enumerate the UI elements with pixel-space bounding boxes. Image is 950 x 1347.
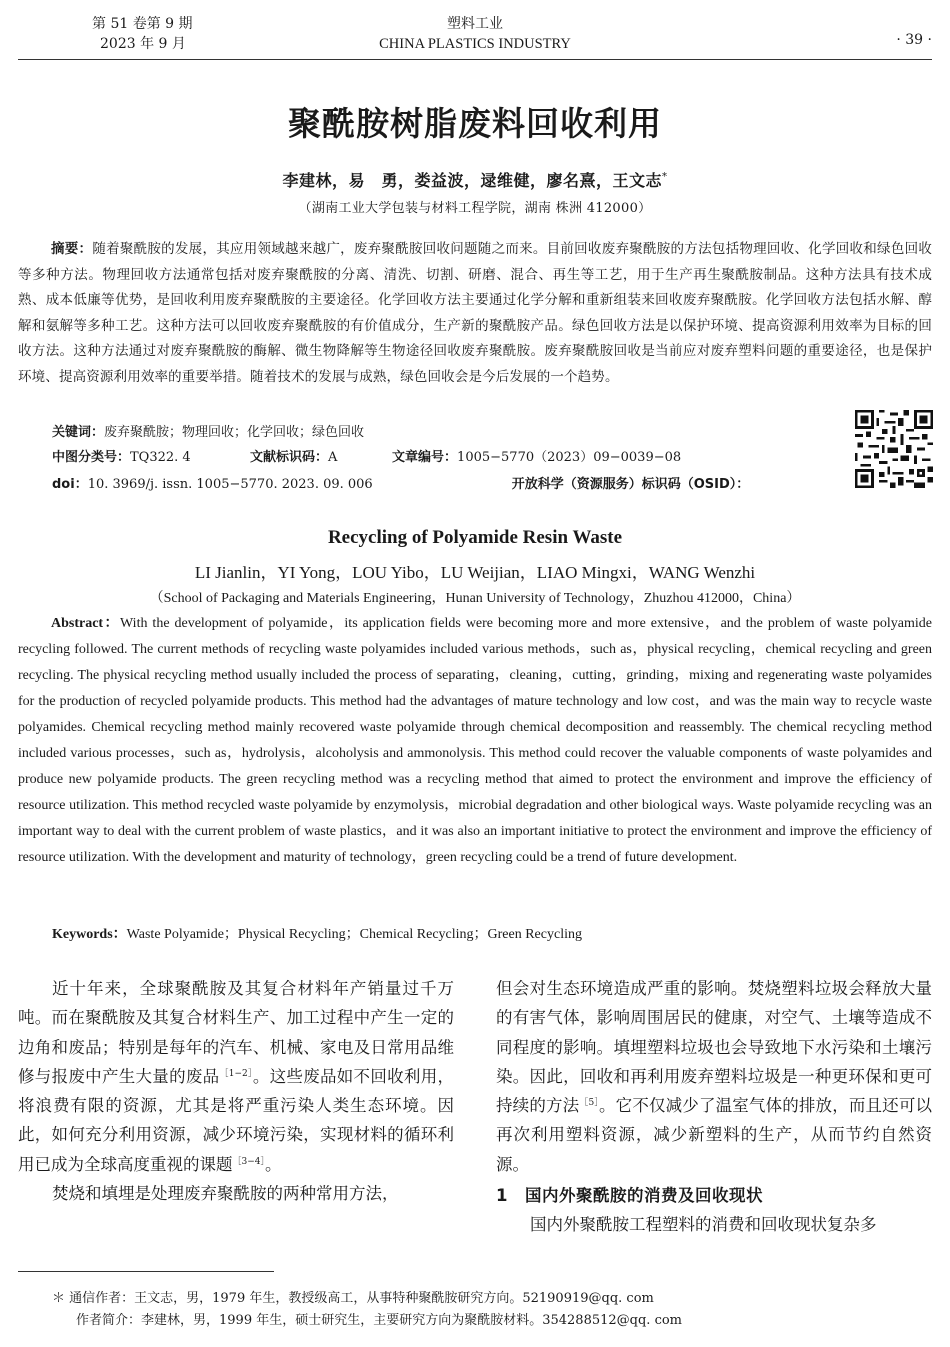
keywords-en	[52, 923, 582, 943]
author-names: 李建林，易 勇，娄益波，逯维健，廖名熹，王文志	[282, 171, 662, 190]
issue-date: 2023 年 9 月	[100, 36, 186, 52]
journal-name-cn: 塑料工业	[447, 16, 503, 32]
doc-code-label: 文献标识码：	[250, 450, 329, 465]
citation: ［1−2］	[219, 1068, 253, 1079]
footnote-rule	[18, 1271, 274, 1272]
keywords-cn-label: 关键词：	[52, 425, 105, 440]
abstract-en	[18, 611, 932, 871]
body-column-left	[18, 974, 454, 1208]
doi-value: 10. 3969/j. issn. 1005−5770. 2023. 09. 006	[87, 477, 373, 492]
clc-value: TQ322. 4	[130, 450, 191, 465]
doi-line	[52, 473, 749, 492]
affiliation-en: （School of Packaging and Materials Engineering，Hunan University of Technology，Zhuzhou 412000，China）	[149, 591, 801, 606]
abstract-cn	[18, 237, 932, 391]
article-no-label: 文章编号：	[392, 450, 458, 465]
citation: ［5］	[579, 1098, 599, 1109]
header-rule	[18, 59, 932, 60]
body-paragraph	[18, 1179, 454, 1208]
abstract-en-label: Abstract：	[51, 616, 121, 631]
doc-code-value: A	[328, 450, 338, 465]
qr-code-icon	[855, 410, 933, 488]
classification-line	[52, 446, 681, 465]
keywords-cn-text: 废弃聚酰胺；物理回收；化学回收；绿色回收	[104, 425, 365, 440]
abstract-cn-text: 随着聚酰胺的发展，其应用领域越来越广，废弃聚酰胺回收问题随之而来。目前回收废弃聚酰胺的方法包括物理回收、化学回收和绿色回收等多种方法。物理回收方法通常包括对废弃聚酰胺的分离、清洗、切割、研磨、混合、再生等工艺，用于生产再生聚酰胺制品。这种方法具有技术成熟、成本低廉等优势，是回收利用废弃聚酰胺的主要途径。化学回收方法主要通过化学分解和重新组装来回收废弃聚酰胺。化学回收方法包括水解、醇解和氨解等多种工艺。这种方法可以回收废弃聚酰胺的有价值成分，生产新的聚酰胺产品。绿色回收方法是以保护环境、提高资源利用效率为目标的回收方法。这种方法通过对废弃聚酰胺的酶解、微生物降解等生物途径回收废弃聚酰胺。废弃聚酰胺回收是当前应对废弃塑料问题的重要途径，也是保护环境、提高资源利用效率的重要举措。随着技术的发展与成熟，绿色回收会是今后发展的一个趋势。	[18, 241, 932, 385]
volume-issue: 第 51 卷第 9 期	[92, 16, 193, 32]
doi-label: doi：	[52, 477, 88, 492]
affiliation-cn: （湖南工业大学包装与材料工程学院，湖南 株洲 412000）	[298, 201, 652, 216]
article-no-value: 1005−5770（2023）09−0039−08	[457, 450, 682, 465]
paragraph-text: 近十年来，全球聚酰胺及其复合材料年产销量过千万吨。而在聚酰胺及其复合材料生产、加工过程中产生一定的边角和废品；特别是每年的汽车、机械、家电及日常用品维修与报废中产生大量的废品	[18, 979, 454, 1086]
journal-name	[0, 14, 950, 54]
keywords-cn	[52, 421, 364, 440]
abstract-cn-label: 摘要：	[51, 241, 93, 257]
body-paragraph-continued	[496, 974, 932, 1179]
citation: ［3−4］	[232, 1156, 265, 1167]
paper-title-cn: 聚酰胺树脂废料回收利用	[288, 104, 662, 143]
paragraph-text: 焚烧和填埋是处理废弃聚酰胺的两种常用方法，	[52, 1184, 399, 1204]
paragraph-text: 。这些废品如不回收利用，将浪费有限的资源，尤其是将严重污染人类生态环境。因此，如何充分利用资源，减少环境污染，实现材料的循环利用已成为全球高度重视的课题	[18, 1066, 455, 1174]
osid-label: 开放科学（资源服务）标识码（OSID）：	[511, 477, 750, 492]
author-list-en: LI Jianlin，YI Yong，LOU Yibo，LU Weijian，LIAO Mingxi，WANG Wenzhi	[194, 563, 756, 582]
author-list-cn	[0, 168, 950, 191]
keywords-en-label: Keywords：	[52, 927, 127, 942]
paragraph-text: 。它不仅减少了温室气体的排放，而且还可以再次利用塑料资源，减少新塑料的生产，从而节约自然资源。	[496, 1096, 933, 1174]
abstract-en-text: With the development of polyamide，its application fields were becoming more and more extensive，and the problem of waste polyamide recycling followed. The current methods of recycling waste polyamides included various methods，such as，physical recycling，chemical recycling and green recycling. The physical recycling method usually included the process of separating，cleaning，cutting，grinding，mixing and regenerating waste polyamides for the production of recycled polyamide products. This method had the advantages of mature technology and low cost，and was the main way to recycle waste polyamides. Chemical recycling method mainly recovered waste polyamide through chemical decomposition and reassembly. The chemical recycling method included various processes，such as，hydrolysis，alcoholysis and ammonolysis. This method could recover the valuable components of waste polyamides and produce new polyamide products. The green recycling method was a recycling method that aimed to protect the environment and improve the efficiency of resource utilization. This method recycled waste polyamide by enzymolysis，microbial degradation and other biological ways. Waste polyamide recycling was an important way to deal with the current problem of waste plastics，and it was also an important initiative to protect the environment and improve the efficiency of resource utilization. With the development and maturity of technology，green recycling could be a trend of future development.	[18, 616, 932, 865]
keywords-en-text: Waste Polyamide；Physical Recycling；Chemical Recycling；Green Recycling	[126, 927, 582, 942]
paragraph-text: 但会对生态环境造成严重的影响。焚烧塑料垃圾会释放大量的有害气体，影响周围居民的健康，对空气、土壤等造成不同程度的影响。填埋塑料垃圾也会导致地下水污染和土壤污染。因此，回收和再利用废弃塑料垃圾是一种更环保和更可持续的方法	[496, 979, 932, 1116]
clc-label: 中图分类号：	[52, 450, 131, 465]
section-heading: 1 国内外聚酰胺的消费及回收现状	[496, 1186, 763, 1206]
footnote-author-bio: 作者简介：李建林，男，1999 年生，硕士研究生，主要研究方向为聚酰胺材料。354288512@qq. com	[76, 1313, 682, 1328]
body-column-right	[496, 974, 932, 1240]
paper-title-en: Recycling of Polyamide Resin Waste	[327, 527, 623, 548]
body-paragraph: 国内外聚酰胺工程塑料的消费和回收现状复杂多	[530, 1215, 877, 1235]
corresponding-mark: *	[662, 171, 668, 183]
footnote-corresponding-author: ＊ 通信作者：王文志，男，1979 年生，教授级高工，从事特种聚酰胺研究方向。52190919@qq. com	[52, 1291, 654, 1306]
page-number: · 39 ·	[896, 32, 932, 48]
journal-name-en: CHINA PLASTICS INDUSTRY	[379, 36, 571, 52]
body-paragraph	[18, 974, 454, 1179]
paragraph-text: 。	[265, 1154, 282, 1174]
